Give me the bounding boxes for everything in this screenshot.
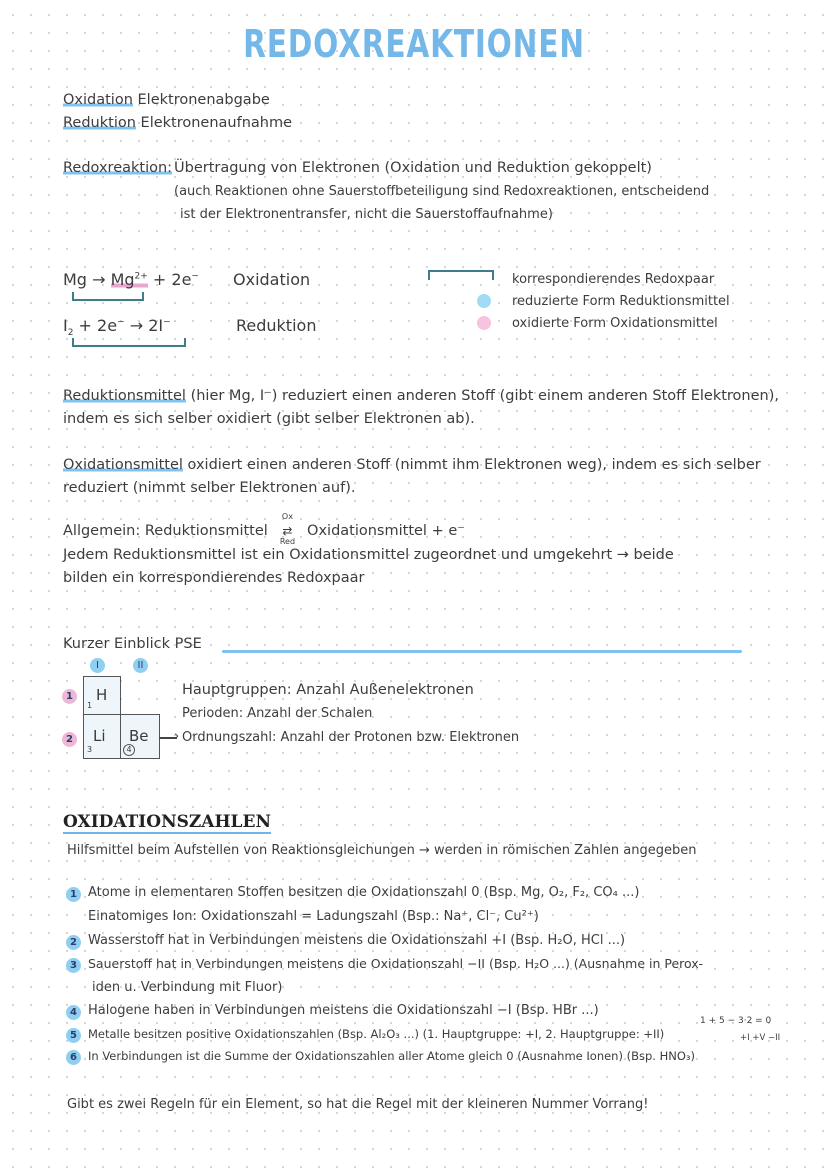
eq2-redox-pair-bracket <box>72 338 186 347</box>
rule-3-text: Sauerstoff hat in Verbindungen meistens die Oxidationszahl −II (Bsp. H₂O ...) (Ausnahme in Perox- <box>88 956 704 971</box>
legend-bracket-icon <box>428 270 494 280</box>
side-calculation-1: 1 + 5 − 3·2 = 0 <box>700 1016 772 1026</box>
side-calculation-2: +I +V −II <box>740 1033 781 1043</box>
rule-2-text: Wasserstoff hat in Verbindungen meistens die Oxidationszahl +I (Bsp. H₂O, HCl ...) <box>88 933 626 948</box>
group-label-I: I <box>90 658 105 673</box>
rule-number-3: 3 <box>66 958 81 973</box>
legend-blue-dot-icon <box>477 294 491 308</box>
ordnungszahl-label-arrowhead: › <box>174 729 180 744</box>
reduktionsmittel-term: Reduktionsmittel <box>63 388 186 404</box>
redox-line-3: ist der Elektronentransfer, nicht die Sauerstoffaufnahme) <box>180 207 553 222</box>
allgemein-line-3: bilden ein korrespondierendes Redoxpaar <box>63 570 365 586</box>
rule-number-4: 4 <box>66 1005 81 1020</box>
oxidation-def: Elektronenabgabe <box>137 92 270 108</box>
eq1-product: Mg <box>110 270 135 289</box>
rule-3b-text: iden u. Verbindung mit Fluor) <box>92 980 283 995</box>
arrow-top-label: Ox <box>281 512 293 521</box>
allgemein-prefix: Allgemein: <box>63 523 141 539</box>
element-cell-be <box>120 714 160 759</box>
legend-pink-dot-icon <box>477 316 491 330</box>
legend-blue-label: reduzierte Form Reduktionsmittel <box>512 294 730 309</box>
redox-line-1: Übertragung von Elektronen (Oxidation und Reduktion gekoppelt) <box>174 160 652 176</box>
arrow-bottom-label: Red <box>279 537 296 546</box>
oxidation-definition <box>63 92 270 108</box>
pse-hauptgruppen: Hauptgruppen: Anzahl Außenelektronen <box>182 682 474 698</box>
group-label-II: II <box>133 658 148 673</box>
pse-heading-rule <box>222 650 742 653</box>
pse-perioden: Perioden: Anzahl der Schalen <box>182 706 373 721</box>
oxidationsmittel-text-1: oxidiert einen anderen Stoff (nimmt ihm Elektronen weg), indem es sich selber <box>187 457 761 473</box>
rule-6-text: In Verbindungen ist die Summe der Oxidationszahlen aller Atome gleich 0 (Ausnahme Ionen) (Bsp. HNO₃) <box>88 1049 695 1063</box>
legend-bracket-label: korrespondierendes Redoxpaar <box>512 272 715 287</box>
eq1-electrons: + 2e <box>152 270 192 289</box>
eq1-redox-pair-bracket <box>72 292 144 301</box>
rule-number-6: 6 <box>66 1050 81 1065</box>
rule-number-2: 2 <box>66 935 81 950</box>
page-title: REDOXREAKTIONEN <box>243 22 585 66</box>
period-label-1: 1 <box>62 689 77 704</box>
eq2-reactant: I <box>63 316 68 335</box>
eq1-arrow: → <box>92 270 106 289</box>
rule-4-text: Halogene haben in Verbindungen meistens die Oxidationszahl −I (Bsp. HBr ...) <box>88 1003 599 1018</box>
oxidation-term: Oxidation <box>63 92 133 108</box>
oxidationsmittel-text-2: reduziert (nimmt selber Elektronen auf). <box>63 480 356 496</box>
be-number: 4 <box>123 744 135 756</box>
allgemein-left: Reduktionsmittel <box>144 523 268 539</box>
reduktionsmittel-text-1: (hier Mg, I⁻) reduziert einen anderen Stoff (gibt einem anderen Stoff Elektronen), <box>190 388 779 404</box>
eq1-label: Oxidation <box>233 270 311 289</box>
allgemein-right: Oxidationsmittel + e⁻ <box>307 523 465 539</box>
eq1-reactant: Mg <box>63 270 87 289</box>
eq2-arrow: → <box>129 316 144 335</box>
h-number: 1 <box>87 701 93 710</box>
eq2-charge: − <box>163 317 171 328</box>
oxidationsmittel-term: Oxidationsmittel <box>63 457 183 473</box>
eq2-electrons: + 2e <box>78 316 118 335</box>
rule-number-1: 1 <box>66 887 81 902</box>
redox-term: Redoxreaktion: <box>63 160 173 176</box>
oxidationszahlen-intro: Hilfsmittel beim Aufstellen von Reaktionsgleichungen → werden in römischen Zahlen angegeben <box>67 843 697 858</box>
equilibrium-arrow-icon: Ox ⇄ Red <box>272 524 302 538</box>
pse-ordnungszahl: Ordnungszahl: Anzahl der Protonen bzw. Elektronen <box>182 730 520 745</box>
allgemein-line-2: Jedem Reduktionsmittel ist ein Oxidationsmittel zugeordnet und umgekehrt → beide <box>63 547 674 563</box>
eq1-electron-charge: − <box>191 271 199 282</box>
eq2-product: 2I <box>148 316 164 335</box>
li-symbol: Li <box>93 727 106 745</box>
reduktionsmittel-para-line-1 <box>63 388 779 404</box>
rule-1-text: Atome in elementaren Stoffen besitzen die Oxidationszahl 0 (Bsp. Mg, O₂, F₂, CO₄ ...) <box>88 885 640 900</box>
rule-number-5: 5 <box>66 1028 81 1043</box>
redox-line-2: (auch Reaktionen ohne Sauerstoffbeteiligung sind Redoxreaktionen, entscheidend <box>174 184 710 199</box>
element-cell-li <box>83 714 121 759</box>
reduktionsmittel-text-2: indem es sich selber oxidiert (gibt selber Elektronen ab). <box>63 411 475 427</box>
legend-pink-label: oxidierte Form Oxidationsmittel <box>512 316 718 331</box>
oxidationszahlen-heading: OXIDATIONSZAHLEN <box>63 812 271 832</box>
element-cell-h <box>83 676 121 715</box>
rule-5-text: Metalle besitzen positive Oxidationszahlen (Bsp. Al₂O₃ ...) (1. Hauptgruppe: +I, 2. Hauptgruppe: +II) <box>88 1027 665 1041</box>
oxidationsmittel-para-line-1 <box>63 457 761 473</box>
rule-1b-text: Einatomiges Ion: Oxidationszahl = Ladungszahl (Bsp.: Na⁺, Cl⁻, Cu²⁺) <box>88 909 539 924</box>
period-label-2: 2 <box>62 732 77 747</box>
eq2-electron-charge: − <box>117 317 125 328</box>
pse-heading: Kurzer Einblick PSE <box>63 636 202 652</box>
be-symbol: Be <box>129 727 149 745</box>
eq2-label: Reduktion <box>236 316 317 335</box>
equation-oxidation <box>63 270 199 289</box>
reduktion-definition <box>63 115 292 131</box>
eq1-charge: 2+ <box>134 271 148 282</box>
li-number: 3 <box>87 745 93 754</box>
reduktion-def: Elektronenaufnahme <box>140 115 293 131</box>
h-symbol: H <box>96 686 108 704</box>
footer-note: Gibt es zwei Regeln für ein Element, so hat die Regel mit der kleineren Nummer Vorrang! <box>67 1097 649 1112</box>
allgemein-equation <box>63 512 465 546</box>
equation-reduktion <box>63 316 171 338</box>
reduktion-term: Reduktion <box>63 115 136 131</box>
eq2-subscript: 2 <box>67 328 74 339</box>
